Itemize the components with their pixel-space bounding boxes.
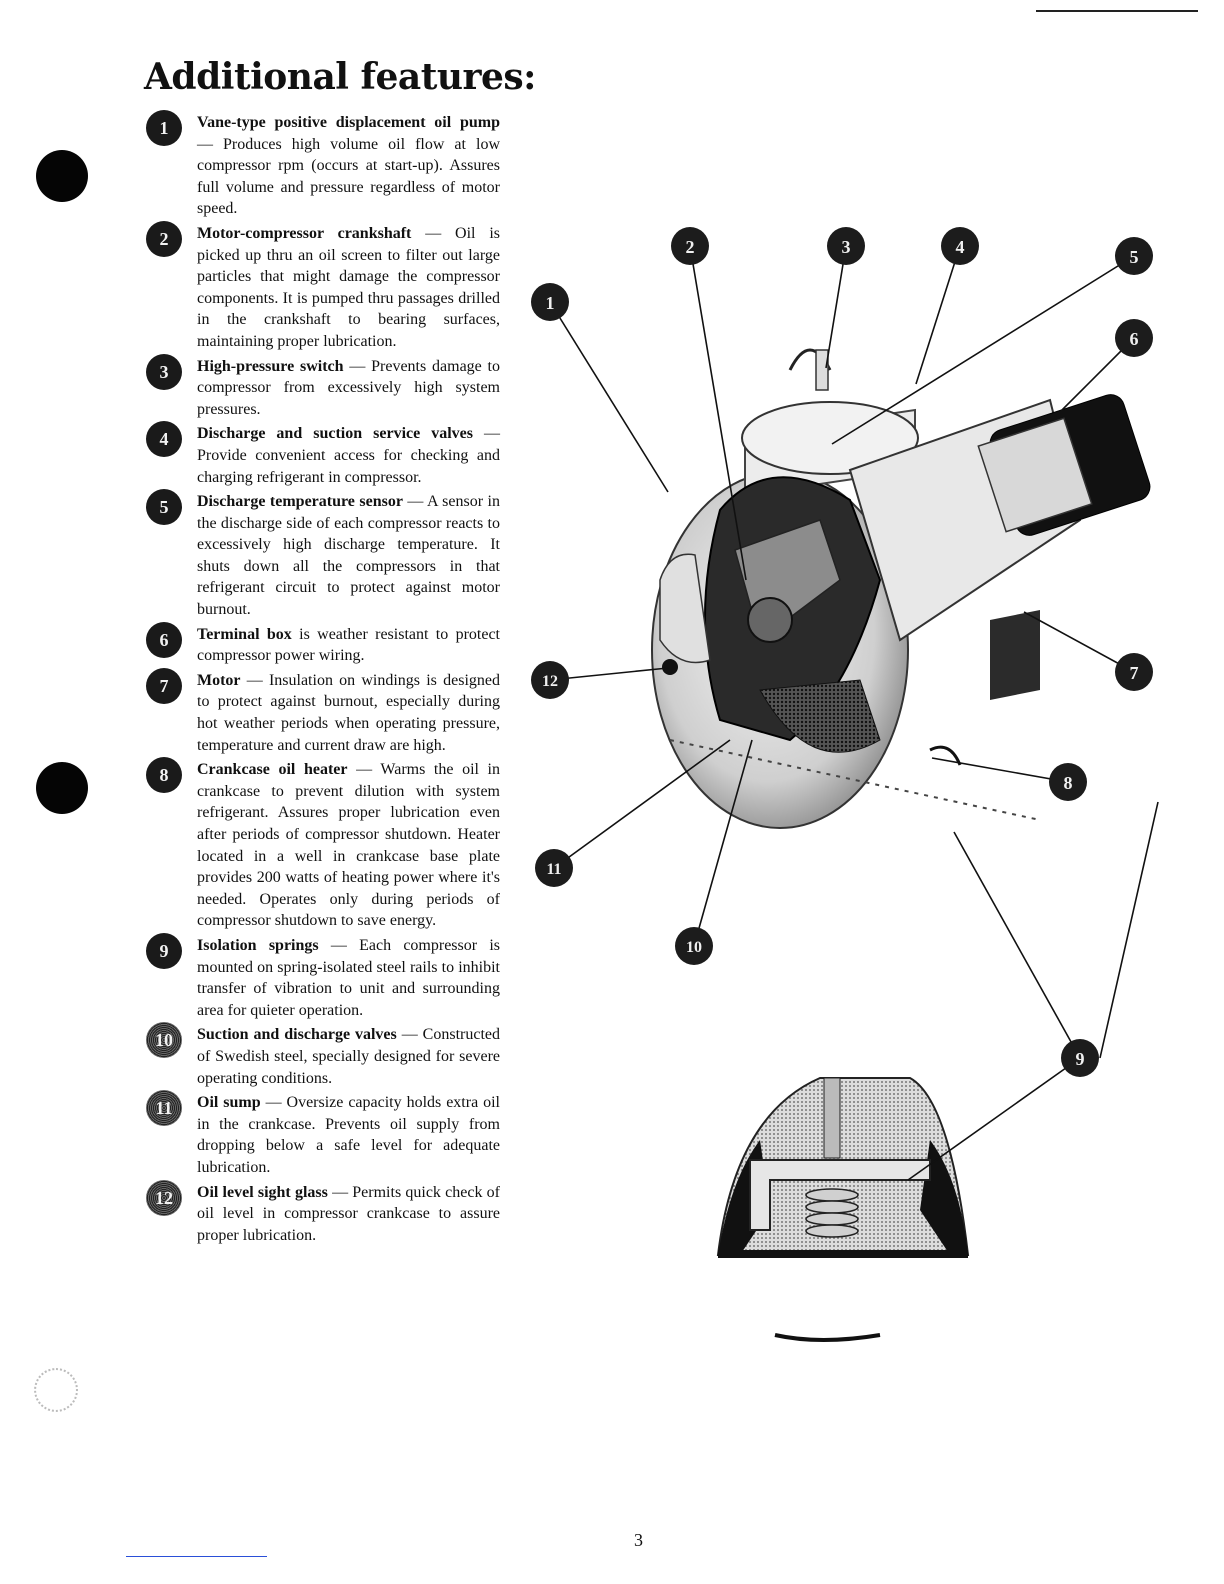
number-badge-7: 7 xyxy=(146,668,182,704)
feature-heading: Oil sump xyxy=(197,1094,261,1112)
feature-item-10 xyxy=(144,1024,500,1089)
feature-text: — Prevents damage to compressor from excessively high system pressures. xyxy=(197,357,501,418)
feature-heading: Oil level sight glass xyxy=(197,1183,328,1201)
callout-label-5: 5 xyxy=(1129,247,1139,267)
number-badge-8: 8 xyxy=(146,757,182,793)
feature-text: — Oversize capacity holds extra oil in the crankcase. Prevents oil supply from dropping below a safe level for adequate lubrication. xyxy=(197,1094,501,1176)
callout-label-11: 11 xyxy=(546,861,562,878)
feature-item-12 xyxy=(144,1182,500,1247)
compressor-body xyxy=(652,350,1154,828)
feature-heading: Motor-compressor crankshaft xyxy=(197,224,412,242)
feature-text: — Produces high volume oil flow at low compressor rpm (occurs at start-up). Assures full volume and pressure regardless of motor speed. xyxy=(197,135,500,218)
callout-label-6: 6 xyxy=(1129,329,1139,349)
feature-item-8 xyxy=(144,759,500,932)
feature-heading: Isolation springs xyxy=(197,936,319,954)
feature-heading: Discharge and suction service valves xyxy=(197,425,473,443)
page-title: Additional features: xyxy=(144,56,536,98)
feature-list xyxy=(144,112,500,1249)
callout-label-1: 1 xyxy=(545,293,555,313)
number-badge-4: 4 xyxy=(146,421,182,457)
feature-item-11 xyxy=(144,1092,500,1178)
feature-item-4 xyxy=(144,423,500,488)
feature-item-1 xyxy=(144,112,500,220)
feature-item-3 xyxy=(144,356,500,421)
punch-hole-middle xyxy=(36,762,88,814)
feature-text: — Provide convenient access for checking and charging refrigerant in compressor. xyxy=(197,425,501,486)
feature-heading: Suction and discharge valves xyxy=(197,1026,397,1044)
number-badge-3: 3 xyxy=(146,354,182,390)
number-badge-11: 11 xyxy=(146,1090,182,1126)
feature-text: — Permits quick check of oil level in compressor crankcase to assure proper lubrication. xyxy=(197,1183,500,1244)
number-badge-5: 5 xyxy=(146,489,182,525)
feature-text: — Warms the oil in crankcase to prevent dilution with system refrigerant. Assures proper lubrication even after periods of compressor shutdown. Heater located in a well in crankcase base plate provides 200 watts of heating power where it's needed. Operates only during periods of compressor shutdown to save energy. xyxy=(197,761,500,930)
feature-text: — A sensor in the discharge side of each compressor reacts to excessively high discharge temperature. It shuts down all the compressors in that refrigerant circuit to protect against motor burnout. xyxy=(197,493,500,619)
feature-heading: Crankcase oil heater xyxy=(197,761,348,779)
top-rule xyxy=(1036,10,1198,12)
feature-item-5 xyxy=(144,491,500,621)
feature-item-2 xyxy=(144,223,500,353)
callout-label-7: 7 xyxy=(1129,663,1139,683)
number-badge-6: 6 xyxy=(146,622,182,658)
compressor-cutaway-figure xyxy=(520,220,1200,1370)
callout-label-2: 2 xyxy=(685,237,695,257)
feature-item-7 xyxy=(144,670,500,756)
feature-heading: Vane-type positive displacement oil pump xyxy=(197,114,500,131)
feature-item-9 xyxy=(144,935,500,1021)
feature-heading: Motor xyxy=(197,671,241,689)
number-badge-2: 2 xyxy=(146,221,182,257)
feature-text: — Insulation on windings is designed to protect against burnout, especially during hot weather periods when operating pressure, temperature and current draw are high. xyxy=(197,671,500,754)
number-badge-9: 9 xyxy=(146,933,182,969)
number-badge-1: 1 xyxy=(146,110,182,146)
feature-text: — Each compressor is mounted on spring-isolated steel rails to inhibit transfer of vibration to unit and surrounding area for quieter operation. xyxy=(197,936,501,1019)
callout-label-4: 4 xyxy=(955,237,965,257)
feature-heading: High-pressure switch xyxy=(197,357,344,375)
isolation-spring-inset xyxy=(718,1078,968,1340)
compressor-illustration xyxy=(520,220,1200,1370)
feature-text: — Constructed of Swedish steel, specially designed for severe operating conditions. xyxy=(197,1026,500,1087)
callout-label-9: 9 xyxy=(1075,1049,1085,1069)
callout-label-10: 10 xyxy=(686,939,702,956)
feature-heading: Terminal box xyxy=(197,625,292,643)
punch-hole-top xyxy=(36,150,88,202)
feature-item-6 xyxy=(144,624,500,667)
callout-label-3: 3 xyxy=(841,237,851,257)
callout-label-12: 12 xyxy=(542,673,558,690)
feature-text: — Oil is picked up thru an oil screen to filter out large particles that might damage the compressor components. It is pumped thru passages drilled in the crankshaft to bearing surfaces, maintaining proper lubrication. xyxy=(197,224,500,350)
number-badge-10: 10 xyxy=(146,1022,182,1058)
feature-text: is weather resistant to protect compressor power wiring. xyxy=(197,625,501,665)
page-number: 3 xyxy=(634,1530,643,1550)
number-badge-12: 12 xyxy=(146,1180,182,1216)
punch-hole-faint xyxy=(34,1368,78,1412)
feature-heading: Discharge temperature sensor xyxy=(197,493,403,511)
callout-label-8: 8 xyxy=(1063,773,1073,793)
bottom-rule xyxy=(126,1556,267,1557)
